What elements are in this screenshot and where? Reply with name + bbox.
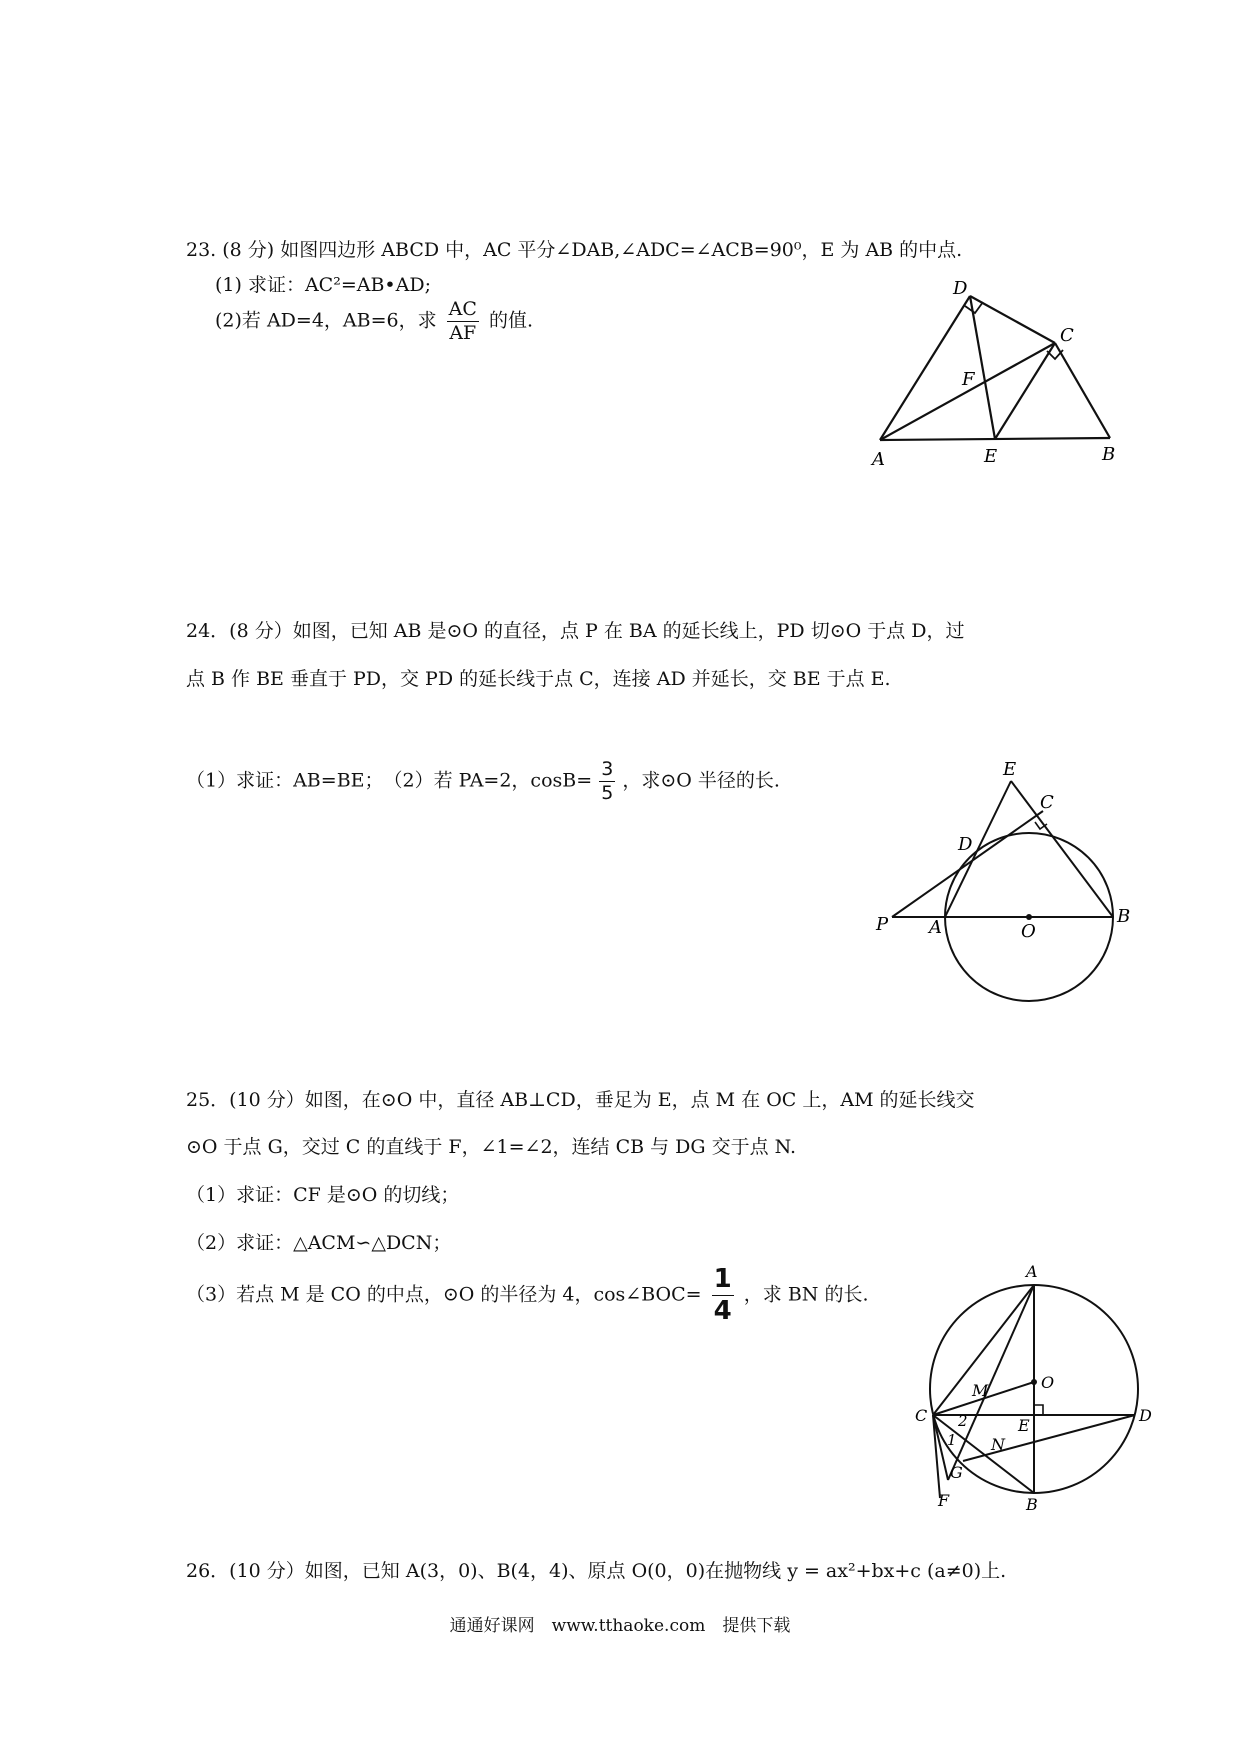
q23-part1: (1) 求证：AC²=AB•AD; bbox=[215, 274, 431, 296]
q25-label-d: D bbox=[1139, 1406, 1152, 1425]
q25-part3-suffix: ，求 BN 的长. bbox=[743, 1283, 869, 1306]
q25-label-g: G bbox=[950, 1463, 963, 1482]
q23-label-d: D bbox=[953, 278, 968, 299]
q24-frac-den: 5 bbox=[601, 781, 614, 804]
q25-label-e: E bbox=[1018, 1416, 1030, 1435]
q24-label-b: B bbox=[1117, 906, 1131, 927]
q24-label-c: C bbox=[1040, 792, 1054, 813]
q23-label-f: F bbox=[962, 369, 975, 390]
q24-stem-line2: 点 B 作 BE 垂直于 PD，交 PD 的延长线于点 C，连接 AD 并延长，交 BE 于点 E. bbox=[186, 668, 891, 690]
q25-label-o: O bbox=[1041, 1373, 1055, 1392]
q23-part2-suffix: 的值. bbox=[488, 309, 534, 332]
q24-label-d: D bbox=[958, 834, 973, 855]
q25-label-angle2: 2 bbox=[958, 1412, 968, 1430]
q24-label-e: E bbox=[1003, 759, 1017, 780]
q23-label-a: A bbox=[872, 449, 885, 470]
q25-label-f: F bbox=[938, 1491, 950, 1510]
q23-part2-prefix: (2)若 AD=4，AB=6，求 bbox=[215, 309, 437, 332]
q25-label-n: N bbox=[991, 1435, 1005, 1454]
q23-label-e: E bbox=[984, 446, 998, 467]
q23-label-c: C bbox=[1060, 325, 1074, 346]
q23-frac-num: AC bbox=[448, 298, 477, 320]
q25-stem-line1: 25．(10 分）如图，在⊙O 中，直径 AB⊥CD，垂足为 E，点 M 在 OC 上，AM 的延长线交 bbox=[186, 1089, 975, 1111]
q25-label-a: A bbox=[1026, 1262, 1038, 1281]
q24-parts-prefix: （1）求证：AB=BE； （2）若 PA=2，cosB= bbox=[186, 769, 593, 792]
q25-label-angle1: 1 bbox=[947, 1431, 957, 1449]
q25-label-m: M bbox=[972, 1381, 989, 1400]
q24-stem-line1: 24．(8 分）如图，已知 AB 是⊙O 的直径，点 P 在 BA 的延长线上，PD 切⊙O 于点 D，过 bbox=[186, 620, 965, 642]
q25-stem-line2: ⊙O 于点 G，交过 C 的直线于 F，∠1=∠2，连结 CB 与 DG 交于点 N. bbox=[186, 1136, 797, 1158]
q23-label-b: B bbox=[1102, 444, 1116, 465]
q23-frac-den: AF bbox=[449, 321, 477, 344]
q25-label-b: B bbox=[1026, 1495, 1038, 1514]
q25-frac-num: 1 bbox=[712, 1264, 734, 1296]
q25-part2: （2）求证：△ACM∽△DCN； bbox=[186, 1232, 452, 1254]
q25-frac-den: 4 bbox=[713, 1296, 732, 1327]
q25-part3-prefix: （3）若点 M 是 CO 的中点，⊙O 的半径为 4，cos∠BOC= bbox=[186, 1283, 702, 1306]
q24-frac-num: 3 bbox=[601, 758, 614, 780]
q24-label-p: P bbox=[876, 914, 889, 935]
page-footer: 通通好课网 www.tthaoke.com 提供下载 bbox=[449, 1616, 791, 1636]
q25-label-c: C bbox=[915, 1406, 928, 1425]
q24-parts-suffix: ，求⊙O 半径的长. bbox=[622, 769, 780, 792]
q26-stem: 26．(10 分）如图，已知 A(3，0)、B(4，4)、原点 O(0，0)在抛物线 y = ax²+bx+c (a≠0)上. bbox=[186, 1560, 1007, 1582]
q24-label-a: A bbox=[929, 917, 942, 938]
q23-stem: 23. (8 分) 如图四边形 ABCD 中，AC 平分∠DAB,∠ADC=∠ACB=90⁰，E 为 AB 的中点. bbox=[186, 239, 963, 261]
q24-label-o: O bbox=[1021, 921, 1036, 942]
q25-part1: （1）求证：CF 是⊙O 的切线； bbox=[186, 1184, 460, 1206]
